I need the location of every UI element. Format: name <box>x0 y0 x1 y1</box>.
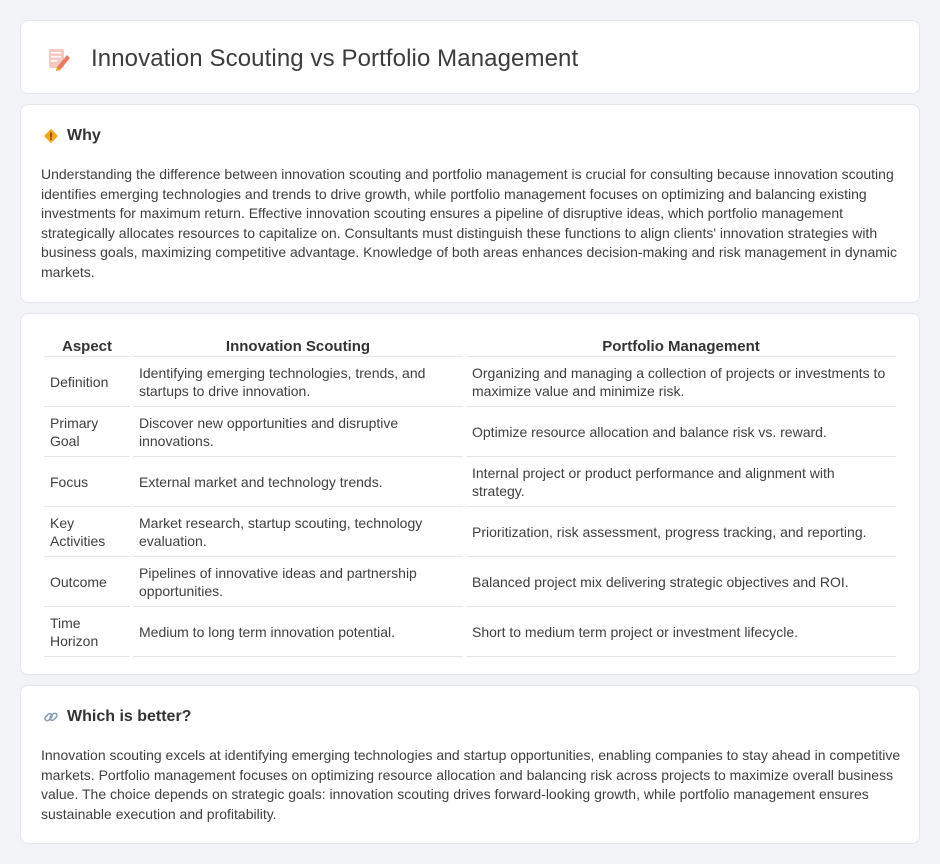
which-is-better-section <box>20 685 920 844</box>
row-portfolio-management: Balanced project mix delivering strategic objectives and ROI. <box>466 557 896 607</box>
row-innovation-scouting: Identifying emerging technologies, trends, and startups to drive innovation. <box>133 357 463 407</box>
row-portfolio-management: Internal project or product performance and alignment with strategy. <box>466 457 896 507</box>
header-card <box>20 20 920 94</box>
link-icon <box>43 709 59 725</box>
diamond-signal-icon <box>43 128 59 144</box>
row-aspect: Focus <box>44 457 130 507</box>
table-header-row <box>44 334 896 357</box>
row-portfolio-management: Optimize resource allocation and balance risk vs. reward. <box>466 407 896 457</box>
table-row <box>44 557 896 607</box>
better-title: Which is better? <box>67 708 192 725</box>
comparison-table-card <box>20 313 920 675</box>
better-heading <box>43 708 191 726</box>
row-innovation-scouting: Market research, startup scouting, technology evaluation. <box>133 507 463 557</box>
table-row <box>44 357 896 407</box>
why-title: Why <box>67 127 101 144</box>
table-row <box>44 507 896 557</box>
row-innovation-scouting: Discover new opportunities and disruptive innovations. <box>133 407 463 457</box>
document-pencil-icon <box>47 46 71 72</box>
header-innovation-scouting: Innovation Scouting <box>133 334 463 357</box>
row-aspect: Primary Goal <box>44 407 130 457</box>
table-row <box>44 407 896 457</box>
why-heading <box>43 127 101 145</box>
header-aspect: Aspect <box>44 334 130 357</box>
header-portfolio-management: Portfolio Management <box>466 334 896 357</box>
better-text: Innovation scouting excels at identifying emerging technologies and startup opportunities, enabling companies to stay ahead in competitive markets. Portfolio management focuses on optimizing resource allocation and balancing risk across projects to maximize overall business value. The choice depends on strategic goals: innovation scouting drives forward-looking growth, while portfolio management ensures sustainable execution and profitability. <box>41 747 901 822</box>
row-portfolio-management: Short to medium term project or investment lifecycle. <box>466 607 896 657</box>
row-innovation-scouting: External market and technology trends. <box>133 457 463 507</box>
row-portfolio-management: Prioritization, risk assessment, progress tracking, and reporting. <box>466 507 896 557</box>
row-aspect: Definition <box>44 357 130 407</box>
row-innovation-scouting: Medium to long term innovation potential. <box>133 607 463 657</box>
why-text: Understanding the difference between innovation scouting and portfolio management is crucial for consulting because innovation scouting identifies emerging technologies and trends to drive growth, while portfolio management focuses on optimizing and balancing existing investments for maximum return. Effective innovation scouting ensures a pipeline of disruptive ideas, which portfolio management strategically allocates resources to capitalize on. Consultants must distinguish these functions to align clients' innovation strategies with business goals, maximizing competitive advantage. Knowledge of both areas enhances decision-making and risk management in dynamic markets. <box>41 166 898 280</box>
row-aspect: Key Activities <box>44 507 130 557</box>
page-title: Innovation Scouting vs Portfolio Management <box>91 45 579 72</box>
title-row <box>47 45 578 73</box>
why-section <box>20 104 920 303</box>
row-portfolio-management: Organizing and managing a collection of projects or investments to maximize value and minimize risk. <box>466 357 896 407</box>
row-innovation-scouting: Pipelines of innovative ideas and partnership opportunities. <box>133 557 463 607</box>
table-row <box>44 607 896 657</box>
table-row <box>44 457 896 507</box>
row-aspect: Time Horizon <box>44 607 130 657</box>
row-aspect: Outcome <box>44 557 130 607</box>
comparison-table <box>41 334 899 657</box>
